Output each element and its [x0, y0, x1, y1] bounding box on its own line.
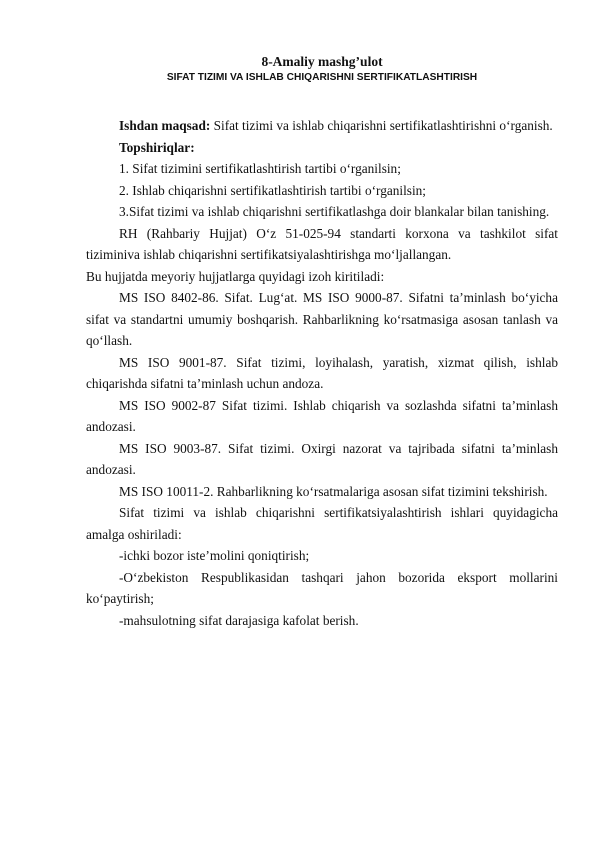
tasks-label: Topshiriqlar:	[119, 139, 195, 155]
tasks-label-line	[86, 137, 558, 159]
list-item: -ichki bozor iste’molini qoniqtirish;	[119, 548, 310, 563]
goal-text: Sifat tizimi va ishlab chiqarishni sertifikatlashtirishni o‘rganish.	[210, 118, 553, 133]
paragraph-iso-10011: MS ISO 10011-2. Rahbarlikning ko‘rsatmalariga asosan sifat tizimini tekshirish.	[119, 483, 548, 499]
list-item: -mahsulotning sifat darajasiga kafolat berish.	[119, 612, 359, 628]
task-item: 1. Sifat tizimini sertifikatlashtirish tartibi o‘rganilsin;	[119, 161, 401, 176]
task-item: 3.Sifat tizimi va ishlab chiqarishni sertifikatlashga doir blankalar bilan tanishing.	[119, 204, 550, 219]
paragraph-iso-8402: MS ISO 8402-86. Sifat. Lug‘at. MS ISO 9000-87. Sifatni ta’minlash bo‘yicha sifat va standartni umumiy boshqarish. Rahbarlikning ko‘rsatmasiga asosan tanlash va qo‘llash.	[86, 290, 558, 348]
page-subtitle: SIFAT TIZIMI VA ISHLAB CHIQARISHNI SERTIFIKATLASHTIRISH	[166, 72, 478, 83]
task-item: 2. Ishlab chiqarishni sertifikatlashtirish tartibi o‘rganilsin;	[119, 182, 427, 198]
document-body	[86, 115, 558, 631]
page-title: 8-Amaliy mashg’ulot	[261, 54, 383, 69]
paragraph-iso-9003: MS ISO 9003-87. Sifat tizimi. Oxirgi nazorat va tajribada sifatni ta’minlash andozasi.	[86, 440, 558, 477]
list-item: -O‘zbekiston Respublikasidan tashqari jahon bozorida eksport mollarini ko‘paytirish;	[86, 569, 558, 606]
paragraph-rh-standard: RH (Rahbariy Hujjat) O‘z 51-025-94 standarti korxona va tashkilot sifat tiziminiva ishlab chiqarishni sertifikatsiyalashtirishga mo‘ljallangan.	[86, 225, 558, 262]
paragraph-iso-9002: MS ISO 9002-87 Sifat tizimi. Ishlab chiqarish va sozlashda sifatni ta’minlash andozasi.	[86, 397, 558, 434]
paragraph-intro: Bu hujjatda meyoriy hujjatlarga quyidagi izoh kiritiladi:	[86, 268, 385, 284]
goal-paragraph	[86, 115, 558, 137]
paragraph-certification-intro: Sifat tizimi va ishlab chiqarishni sertifikatsiyalashtirish ishlari quyidagicha amalga oshiriladi:	[86, 505, 558, 542]
document-page	[86, 54, 558, 631]
goal-label: Ishdan maqsad:	[119, 118, 211, 133]
paragraph-iso-9001: MS ISO 9001-87. Sifat tizimi, loyihalash, yaratish, xizmat qilish, ishlab chiqarishda sifatni ta’minlash uchun andoza.	[86, 354, 558, 391]
